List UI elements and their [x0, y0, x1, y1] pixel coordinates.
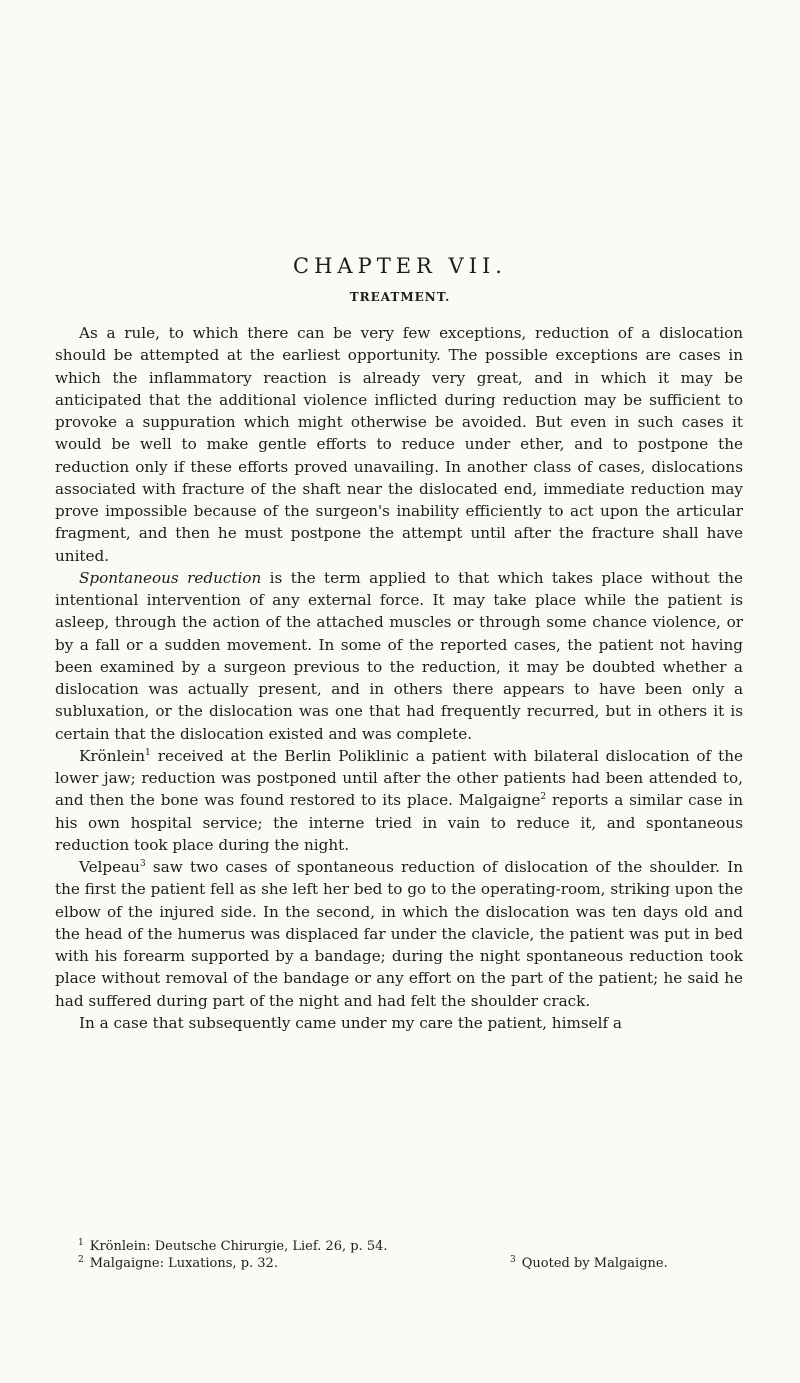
- paragraph-text: is the term applied to that which takes place without the intentional intervention of any external force. It may take place while the patient is asleep, through the action of the attached muscles or through some chance violence, or by a fall or a sudden movement. In some of the reported cases, the patient not having been examined by a surgeon previous to the reduction, it may be doubted whether a dislocation was actually present, and in others there appears to have been only a subluxation, or the dislocation was one that had frequently recurred, but in others it is certain that the dislocation existed and was complete.: [55, 568, 743, 743]
- footnote-number: 3: [510, 1254, 516, 1265]
- footnote-number: 2: [78, 1254, 84, 1265]
- paragraph-text: saw two cases of spontaneous reduction of dislocation of the shoulder. In the first the patient fell as she left her bed to go to the operating-room, striking upon the elbow of the injured side. In the second, in which the dislocation was ten days old and the head of the humerus was displaced far under the clavicle, the patient was put in bed with his forearm supported by a bandage; during the night spontaneous reduction took place without removal of the bandage or any effort on the part of the patient; he said he had suffered during part of the night and had felt the shoulder crack.: [55, 858, 743, 1010]
- footnote-marker: 3: [139, 858, 146, 869]
- paragraph: [55, 856, 743, 1012]
- footnote-text: Krönlein: Deutsche Chirurgie, Lief. 26, p. 54.: [89, 1239, 388, 1254]
- paragraph-text: Krönlein: [79, 746, 146, 765]
- paragraph: [55, 567, 743, 745]
- paragraph-text: received at the Berlin Poliklinic a patient with bilateral dislocation of the lower jaw; reduction was postponed until after the other patients had been attended to, and then the bone was found restored to its place. Malgaigne: [55, 746, 743, 810]
- italic-term: Spontaneous reduction: [79, 568, 262, 587]
- paragraph-text: reports a similar case in his own hospital service; the interne tried in vain to reduce it, and spontaneous reduction took place during the night.: [55, 791, 743, 854]
- footnote-row: [78, 1255, 758, 1272]
- footnote-marker: 2: [540, 792, 547, 803]
- footnote-row: [78, 1238, 758, 1255]
- paragraph-text: In a case that subsequently came under my care the patient, himself a: [79, 1013, 622, 1032]
- chapter-heading: CHAPTER VII.: [293, 254, 507, 278]
- footnote: [78, 1238, 388, 1255]
- footnote-marker: 1: [145, 747, 151, 758]
- paragraph: [55, 322, 743, 567]
- footnote-number: 1: [78, 1237, 84, 1248]
- footnote: [78, 1255, 510, 1272]
- paragraph-text: As a rule, to which there can be very few exceptions, reduction of a dislocation should be attempted at the earliest opportunity. The possible exceptions are cases in which the inflammatory reaction is already very great, and in which it may be anticipated that the additional violence inflicted during reduction may be sufficient to provoke a suppuration which might otherwise be avoided. But even in such cases it would be well to make gentle efforts to reduce under ether, and to postpone the reduction only if these efforts proved unavailing. In another class of cases, dislocations associated with fracture of the shaft near the dislocated end, immediate reduction may prove impossible because of the surgeon's inability efficiently to act upon the articular fragment, and then he must postpone the attempt until after the fracture shall have united.: [55, 324, 743, 565]
- footnote-text: Malgaigne: Luxations, p. 32.: [89, 1256, 278, 1271]
- body-text: [55, 322, 743, 1034]
- paragraph: [55, 1012, 743, 1034]
- footnote-text: Quoted by Malgaigne.: [521, 1256, 668, 1271]
- paragraph: [55, 745, 743, 856]
- paragraph-text: Velpeau: [79, 858, 140, 876]
- section-heading: TREATMENT.: [349, 290, 451, 304]
- footnote: [510, 1255, 668, 1272]
- footnotes: [78, 1238, 758, 1272]
